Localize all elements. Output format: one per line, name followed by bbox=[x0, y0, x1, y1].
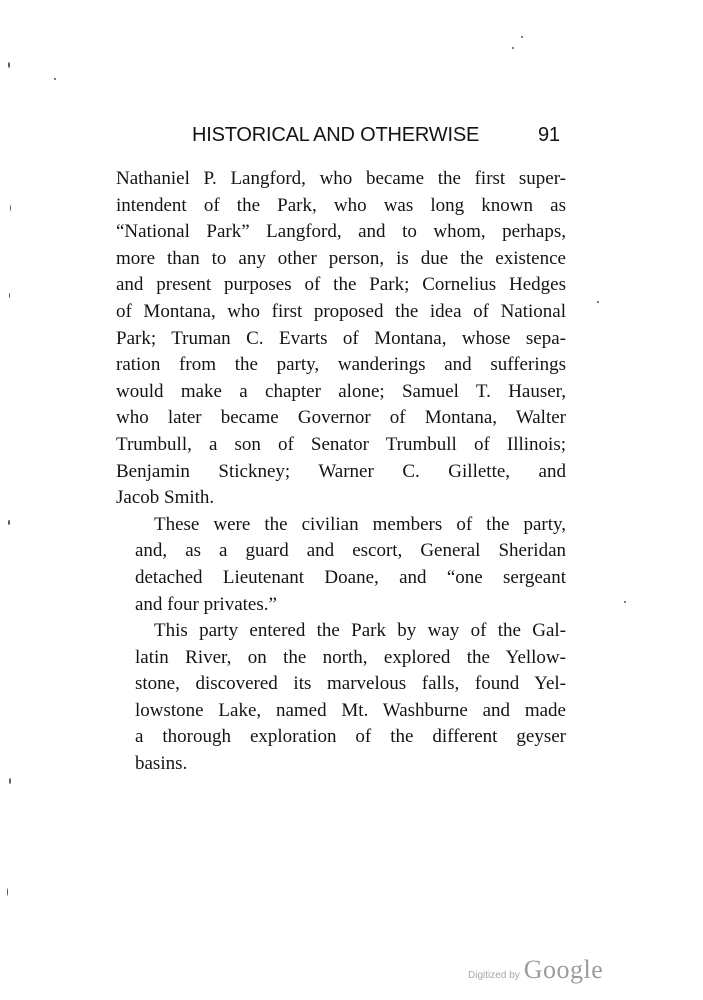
scan-speck bbox=[7, 888, 8, 896]
scan-speck bbox=[624, 601, 626, 603]
text-line: who later became Governor of Montana, Walter bbox=[116, 407, 566, 429]
paragraph-2 bbox=[116, 512, 566, 618]
text-line: “National Park” Langford, and to whom, perhaps, bbox=[116, 221, 566, 243]
scan-speck bbox=[597, 301, 599, 303]
text-line: Trumbull, a son of Senator Trumbull of Illinois; bbox=[116, 433, 566, 455]
text-line: detached Lieutenant Doane, and “one sergeant bbox=[135, 566, 566, 588]
scan-speck bbox=[8, 62, 10, 68]
text-line: basins. bbox=[135, 753, 188, 775]
text-line: more than to any other person, is due the existence bbox=[116, 247, 566, 269]
text-line: and present purposes of the Park; Cornelius Hedges bbox=[116, 274, 566, 296]
text-line: Nathaniel P. Langford, who became the first super- bbox=[116, 168, 566, 189]
text-line: and four privates.” bbox=[135, 593, 277, 615]
text-line: a thorough exploration of the different geyser bbox=[135, 726, 566, 748]
text-line: These were the civilian members of the party, bbox=[154, 513, 566, 535]
scan-speck bbox=[9, 778, 11, 784]
scan-speck bbox=[9, 293, 10, 298]
page-header bbox=[192, 124, 572, 152]
body-text bbox=[116, 166, 566, 778]
text-line: Jacob Smith. bbox=[116, 487, 215, 509]
text-line: ration from the party, wanderings and sufferings bbox=[116, 354, 566, 376]
running-head: HISTORICAL AND OTHERWISE bbox=[192, 124, 480, 146]
scan-speck bbox=[10, 205, 11, 211]
text-line: intendent of the Park, who was long known as bbox=[116, 194, 566, 216]
text-line: stone, discovered its marvelous falls, found Yel- bbox=[135, 673, 566, 695]
text-line: and, as a guard and escort, General Sheridan bbox=[135, 540, 566, 562]
page-number: 91 bbox=[538, 124, 560, 146]
scan-speck bbox=[521, 36, 523, 38]
text-line: Benjamin Stickney; Warner C. Gillette, and bbox=[116, 460, 566, 482]
text-line: Park; Truman C. Evarts of Montana, whose sepa- bbox=[116, 327, 566, 349]
scan-speck bbox=[54, 78, 56, 80]
text-line: lowstone Lake, named Mt. Washburne and made bbox=[135, 699, 566, 721]
text-line: would make a chapter alone; Samuel T. Hauser, bbox=[116, 380, 566, 402]
paragraph-1 bbox=[116, 166, 566, 512]
digitized-by-google-watermark bbox=[468, 955, 603, 985]
scan-speck bbox=[512, 47, 514, 49]
text-line: This party entered the Park by way of the Gal- bbox=[154, 620, 566, 642]
text-line: of Montana, who first proposed the idea of National bbox=[116, 300, 566, 322]
watermark-prefix: Digitized by bbox=[468, 970, 520, 981]
text-line: latin River, on the north, explored the Yellow- bbox=[135, 646, 566, 668]
scan-speck bbox=[8, 520, 10, 525]
paragraph-3 bbox=[116, 618, 566, 778]
google-logo: Google bbox=[523, 955, 604, 984]
